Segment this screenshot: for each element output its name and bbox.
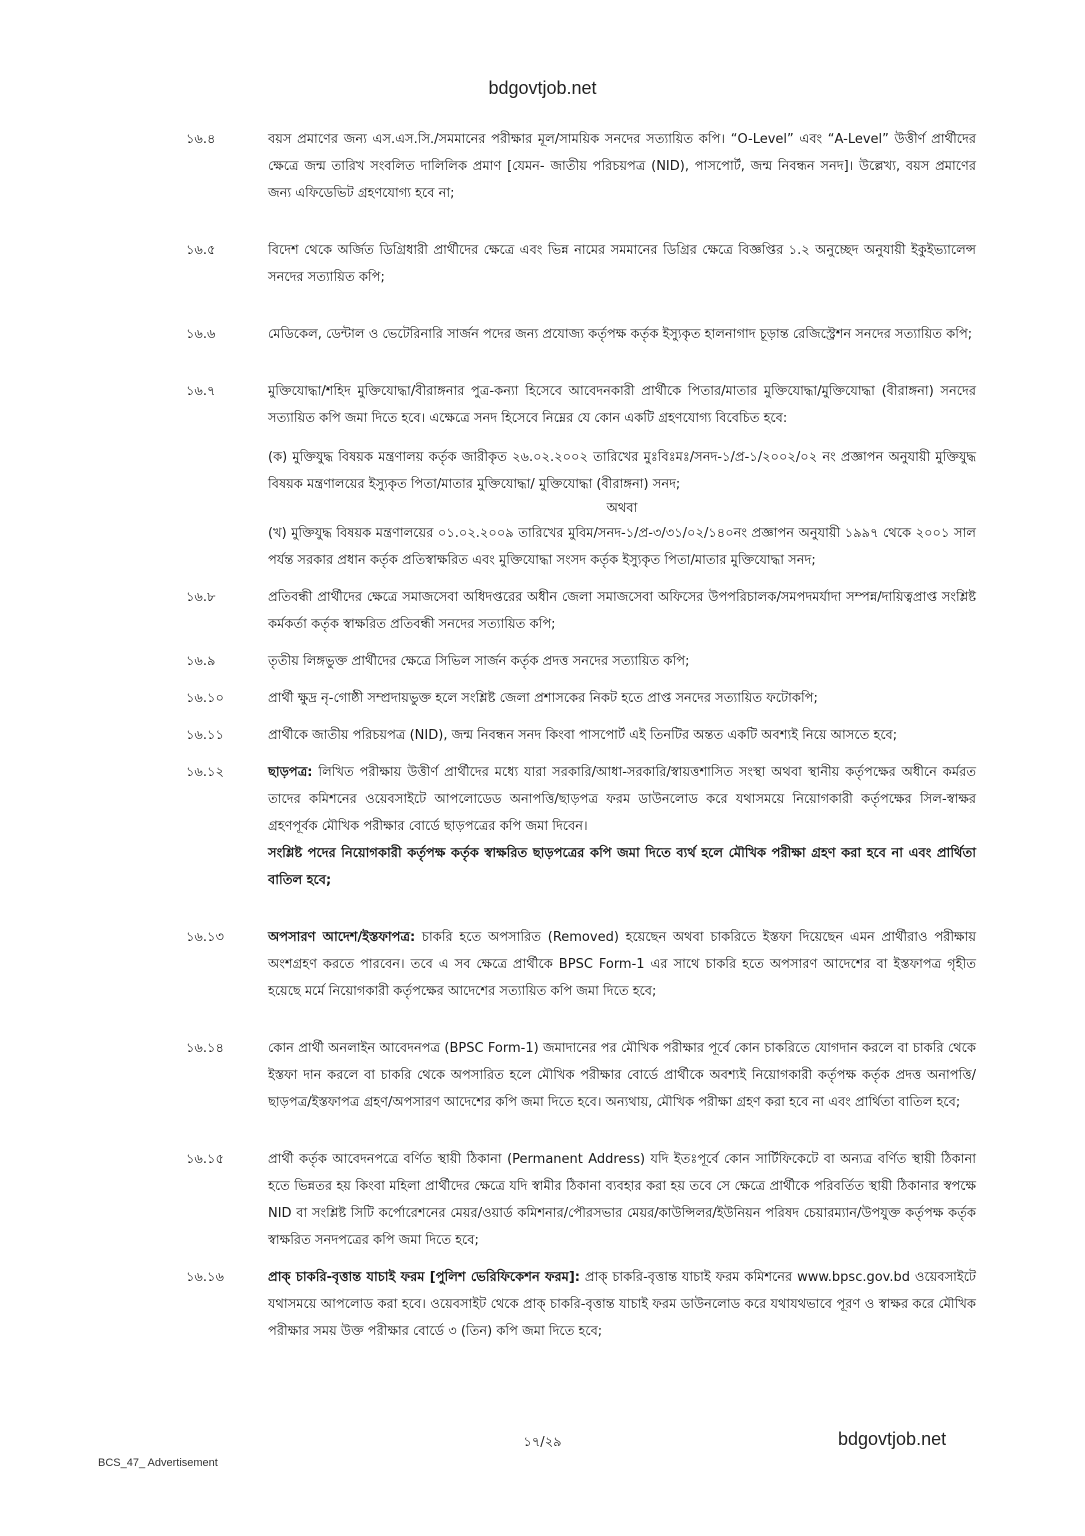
- list-item: [186, 1146, 976, 1254]
- sub-item-or: অথবা: [606, 501, 638, 516]
- item-strong-note: সংশ্লিষ্ট পদের নিয়োগকারী কর্তৃপক্ষ কর্তৃক স্বাক্ষরিত ছাড়পত্রের কপি জমা দিতে ব্যর্থ হলে মৌখিক পরীক্ষা গ্রহণ করা হবে না এবং প্রার্থিতা বাতিল হবে;: [268, 846, 976, 888]
- item-number: ১৬.৫: [186, 243, 216, 258]
- item-body: প্রাক্ চাকরি-বৃত্তান্ত যাচাই ফরম কমিশনের www.bpsc.gov.bd ওয়েবসাইটে যথাসময়ে আপলোড করা হবে। ওয়েবসাইট থেকে প্রাক্ চাকরি-বৃত্তান্ত যাচাই ফরম ডাউনলোড করে যথাযথভাবে পূরণ ও স্বাক্ষর করে মৌখিক পরীক্ষার সময় উক্ত পরীক্ষার বোর্ডে ৩ (তিন) কপি জমা দিতে হবে;: [268, 1270, 976, 1339]
- item-text: কোন প্রার্থী অনলাইন আবেদনপত্র (BPSC Form-1) জমাদানের পর মৌখিক পরীক্ষার পূর্বে কোন চাকরিতে যোগদান করলে বা চাকরি থেকে ইস্তফা দান করলে বা চাকরি থেকে অপসারিত হলে মৌখিক পরীক্ষার বোর্ডে প্রার্থীকে অবশ্যই নিয়োগকারী কর্তৃপক্ষ কর্তৃক প্রদত্ত অনাপত্তি/ছাড়পত্র/ইস্তফাপত্র গ্রহণ/অপসারণ আদেশের কপি জমা দিতে হবে। অন্যথায়, মৌখিক পরীক্ষা গ্রহণ করা হবে না এবং প্রার্থিতা বাতিল হবে;: [268, 1041, 976, 1110]
- item-number: ১৬.১২: [186, 765, 224, 780]
- item-text: মুক্তিযোদ্ধা/শহিদ মুক্তিযোদ্ধা/বীরাঙ্গনার পুত্র-কন্যা হিসেবে আবেদনকারী প্রার্থীকে পিতার/মাতার মুক্তিযোদ্ধা/মুক্তিযোদ্ধা (বীরাঙ্গনা) সনদের সত্যায়িত কপি জমা দিতে হবে। এক্ষেত্রে সনদ হিসেবে নিম্নের যে কোন একটি গ্রহণযোগ্য বিবেচিত হবে:: [268, 384, 976, 426]
- list-item: [186, 685, 976, 712]
- list-item: [186, 1035, 976, 1116]
- watermark-bottom: bdgovtjob.net: [838, 1429, 947, 1449]
- item-text: মেডিকেল, ডেন্টাল ও ভেটেরিনারি সার্জন পদের জন্য প্রযোজ্য কর্তৃপক্ষ কর্তৃক ইস্যুকৃত হালনাগাদ চূড়ান্ত রেজিস্ট্রেশন সনদের সত্যায়িত কপি;: [268, 327, 973, 342]
- item-text: প্রার্থী ক্ষুদ্র নৃ-গোষ্ঠী সম্প্রদায়ভুক্ত হলে সংশ্লিষ্ট জেলা প্রশাসকের নিকট হতে প্রাপ্ত সনদের সত্যায়িত ফটোকপি;: [268, 691, 818, 706]
- item-number: ১৬.১৩: [186, 930, 224, 945]
- item-text: তৃতীয় লিঙ্গভুক্ত প্রার্থীদের ক্ষেত্রে সিভিল সার্জন কর্তৃক প্রদত্ত সনদের সত্যায়িত কপি;: [268, 654, 690, 669]
- item-lead: অপসারণ আদেশ/ইস্তফাপত্র:: [268, 930, 416, 945]
- item-text: প্রতিবন্ধী প্রার্থীদের ক্ষেত্রে সমাজসেবা অধিদপ্তরের অধীন জেলা সমাজসেবা অফিসের উপপরিচালক/সমপদমর্যাদা সম্পন্ন/দায়িত্বপ্রাপ্ত সংশ্লিষ্ট কর্মকর্তা কর্তৃক স্বাক্ষরিত প্রতিবন্ধী সনদের সত্যায়িত কপি;: [268, 590, 976, 632]
- page-number: ১৭/২৯: [523, 1435, 562, 1450]
- item-text: প্রার্থীকে জাতীয় পরিচয়পত্র (NID), জন্ম নিবন্ধন সনদ কিংবা পাসপোর্ট এই তিনটির অন্তত একটি অবশ্যই নিয়ে আসতে হবে;: [268, 728, 898, 743]
- list-item: [186, 321, 976, 348]
- item-text: [268, 1264, 976, 1345]
- item-text: [268, 759, 976, 894]
- item-number: ১৬.১০: [186, 691, 224, 706]
- list-item: [186, 237, 976, 291]
- document-body: [186, 126, 976, 1355]
- list-item: [186, 924, 976, 1005]
- sub-item-ka: (ক) মুক্তিযুদ্ধ বিষয়ক মন্ত্রণালয় কর্তৃক জারীকৃত ২৬.০২.২০০২ তারিখের মুঃবিঃমঃ/সনদ-১/প্র-১/২০০২/০২ নং প্রজ্ঞাপন অনুযায়ী মুক্তিযুদ্ধ বিষয়ক মন্ত্রণালয়ের ইস্যুকৃত পিতা/মাতার মুক্তিযোদ্ধা/ মুক্তিযোদ্ধা (বীরাঙ্গনা) সনদ;: [268, 450, 976, 492]
- list-item: [186, 584, 976, 638]
- item-body: লিখিত পরীক্ষায় উত্তীর্ণ প্রার্থীদের মধ্যে যারা সরকারি/আধা-সরকারি/স্বায়ত্তশাসিত সংস্থা অথবা স্থানীয় কর্তৃপক্ষের অধীনে কর্মরত তাদের কমিশনের ওয়েবসাইটে আপলোডেড অনাপত্তি/ছাড়পত্র ফরম ডাউনলোড করে যথাসময়ে নিয়োগকারী কর্তৃপক্ষের সিল-স্বাক্ষর গ্রহণপূর্বক মৌখিক পরীক্ষার বোর্ডে ছাড়পত্রের কপি জমা দিবেন।: [268, 765, 976, 834]
- item-text: বিদেশ থেকে অর্জিত ডিগ্রিধারী প্রার্থীদের ক্ষেত্রে এবং ভিন্ন নামের সমমানের ডিগ্রির ক্ষেত্রে বিজ্ঞপ্তির ১.২ অনুচ্ছেদ অনুযায়ী ইকুইভ্যালেন্স সনদের সত্যায়িত কপি;: [268, 243, 976, 285]
- list-item: [186, 648, 976, 675]
- item-text: প্রার্থী কর্তৃক আবেদনপত্রে বর্ণিত স্থায়ী ঠিকানা (Permanent Address) যদি ইতঃপূর্বে কোন সার্টিফিকেটে বা অন্যত্র বর্ণিত স্থায়ী ঠিকানা হতে ভিন্নতর হয় কিংবা মহিলা প্রার্থীদের ক্ষেত্রে যদি স্বামীর ঠিকানা ব্যবহার করা হয় তবে সে ক্ষেত্রে প্রার্থীকে পরিবর্তিত স্থায়ী ঠিকানার স্বপক্ষে NID বা সংশ্লিষ্ট সিটি কর্পোরেশনের মেয়র/ওয়ার্ড কমিশনার/পৌরসভার মেয়র/কাউন্সিলর/ইউনিয়ন পরিষদ চেয়ারম্যান/উপযুক্ত কর্তৃপক্ষ কর্তৃক স্বাক্ষরিত সনদপত্রের কপি জমা দিতে হবে;: [268, 1152, 976, 1248]
- item-lead: ছাড়পত্র:: [268, 765, 313, 780]
- item-number: ১৬.৬: [186, 327, 216, 342]
- item-text: [268, 924, 976, 1005]
- footer-document-name: BCS_47_ Advertisement: [98, 1457, 218, 1469]
- item-text: বয়স প্রমাণের জন্য এস.এস.সি./সমমানের পরীক্ষার মূল/সাময়িক সনদের সত্যায়িত কপি। “O-Level” এবং “A-Level” উত্তীর্ণ প্রার্থীদের ক্ষেত্রে জন্ম তারিখ সংবলিত দালিলিক প্রমাণ [যেমন- জাতীয় পরিচয়পত্র (NID), পাসপোর্ট, জন্ম নিবন্ধন সনদ]। উল্লেখ্য, বয়স প্রমাণের জন্য এফিডেভিট গ্রহণযোগ্য হবে না;: [268, 132, 976, 201]
- item-number: ১৬.১৪: [186, 1041, 224, 1056]
- item-number: ১৬.১১: [186, 728, 224, 743]
- item-number: ১৬.১৬: [186, 1270, 224, 1285]
- item-number: ১৬.৭: [186, 384, 216, 399]
- list-item: [186, 759, 976, 894]
- item-lead: প্রাক্ চাকরি-বৃত্তান্ত যাচাই ফরম [পুলিশ ভেরিফিকেশন ফরম]:: [268, 1270, 580, 1285]
- list-item: [186, 126, 976, 207]
- list-item: [186, 722, 976, 749]
- item-number: ১৬.১৫: [186, 1152, 224, 1167]
- item-number: ১৬.৮: [186, 590, 216, 605]
- list-item: [186, 1264, 976, 1345]
- item-body: চাকরি হতে অপসারিত (Removed) হয়েছেন অথবা চাকরিতে ইস্তফা দিয়েছেন এমন প্রার্থীরাও পরীক্ষায় অংশগ্রহণ করতে পারবেন। তবে এ সব ক্ষেত্রে প্রার্থীকে BPSC Form-1 এর সাথে চাকরি হতে অপসারণ আদেশের বা ইস্তফাপত্র গৃহীত হয়েছে মর্মে নিয়োগকারী কর্তৃপক্ষের আদেশের সত্যায়িত কপি জমা দিতে হবে;: [268, 930, 977, 999]
- watermark-top: bdgovtjob.net: [488, 78, 597, 98]
- item-number: ১৬.৯: [186, 654, 216, 669]
- item-number: ১৬.৪: [186, 132, 216, 147]
- list-item: [186, 378, 976, 432]
- sub-item-kha: (খ) মুক্তিযুদ্ধ বিষয়ক মন্ত্রণালয়ের ০১.০২.২০০৯ তারিখের মুবিম/সনদ-১/প্র-৩/৩১/০২/১৪০নং প্রজ্ঞাপন অনুযায়ী ১৯৯৭ থেকে ২০০১ সাল পর্যন্ত সরকার প্রধান কর্তৃক প্রতিস্বাক্ষরিত এবং মুক্তিযোদ্ধা সংসদ কর্তৃক ইস্যুকৃত পিতা/মাতার মুক্তিযোদ্ধা সনদ;: [268, 526, 976, 568]
